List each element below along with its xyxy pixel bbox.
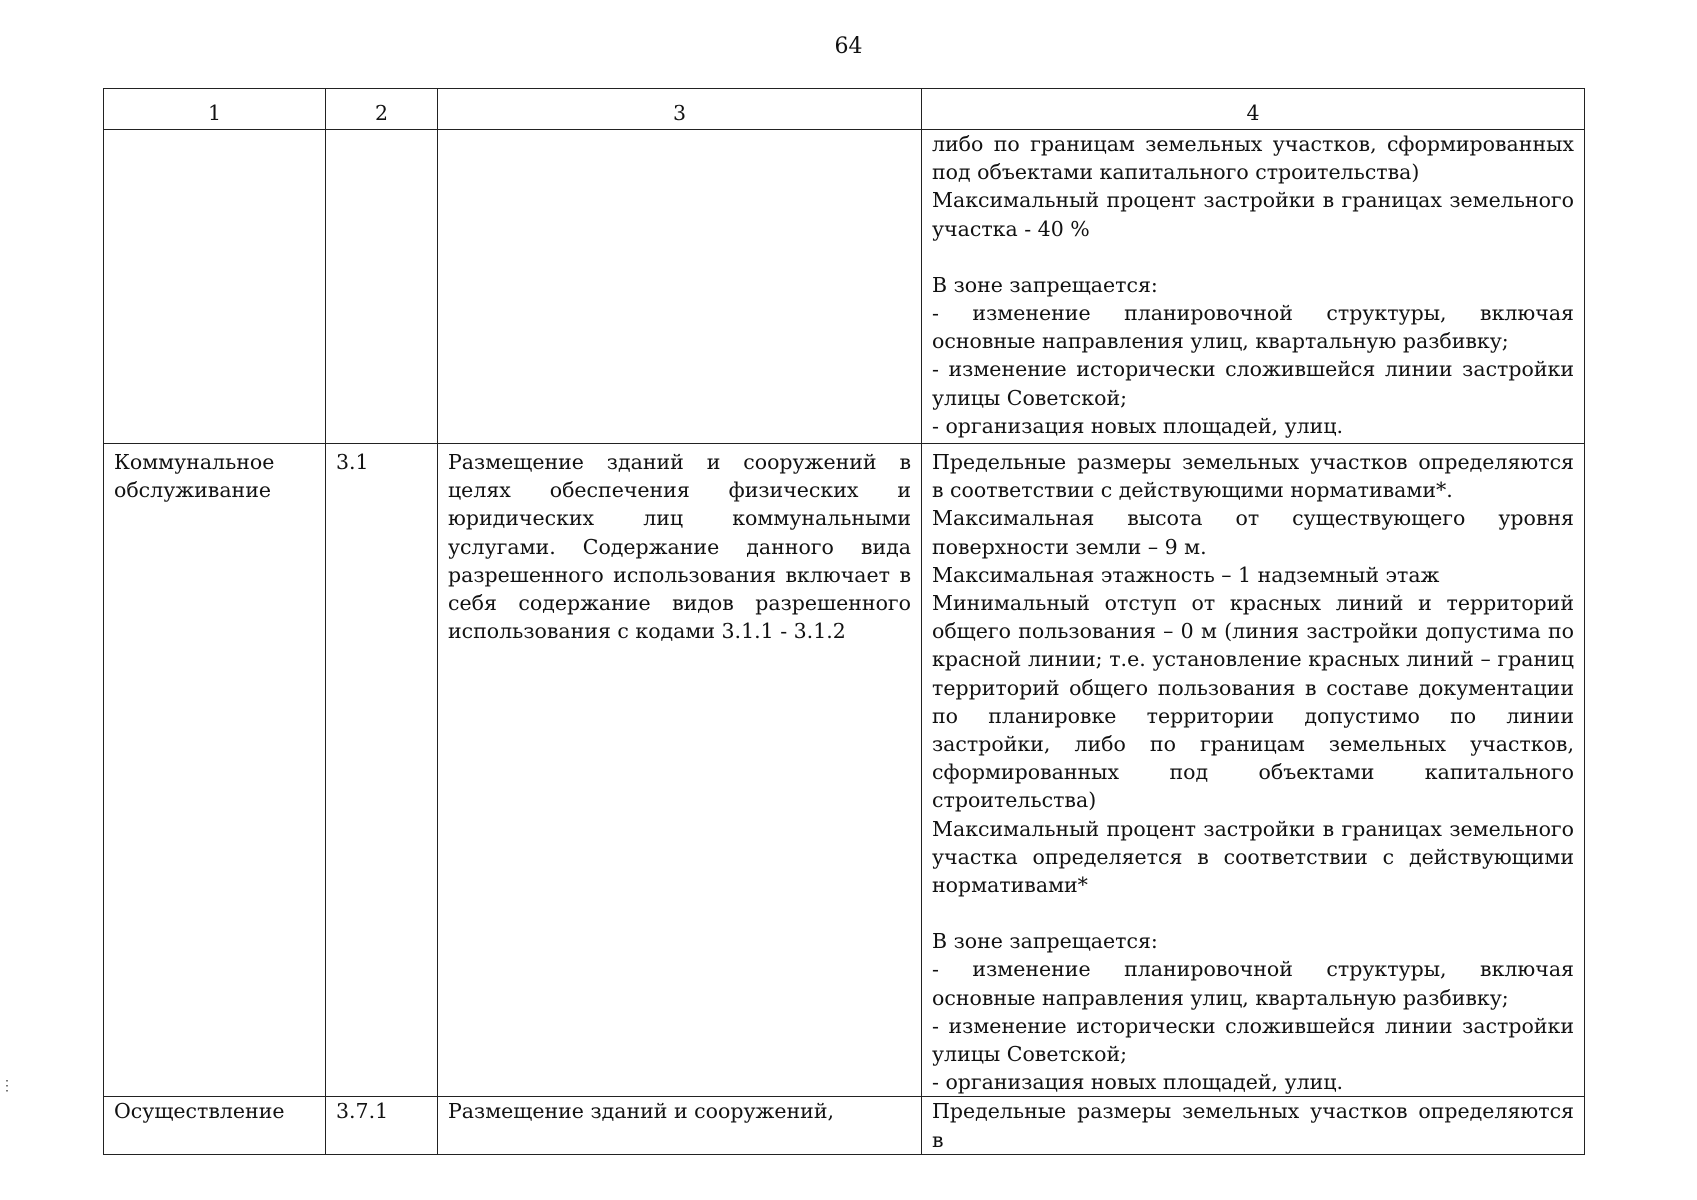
cell-paragraph: Максимальная этажность – 1 надземный этаж — [932, 562, 1440, 587]
margin-mark: ⋮ — [0, 1078, 14, 1094]
cell-paragraph: В зоне запрещается: — [932, 929, 1158, 954]
table-row — [104, 444, 1585, 1097]
cell-paragraph: Размещение зданий и сооружений в целях обеспечения физических и юридических лиц коммунальными услугами. Содержание данного вида разрешенного использования включает в себя содержание видов разрешенного использования с кодами 3.1.1 - 3.1.2 — [448, 450, 911, 644]
column-header-4: 4 — [922, 89, 1585, 130]
column-header-3: 3 — [438, 89, 922, 130]
cell-parameters — [922, 444, 1585, 1097]
cell-paragraph: - организация новых площадей, улиц. — [932, 413, 1344, 438]
cell-paragraph: - изменение планировочной структуры, включая основные направления улиц, квартальную разбивку; — [932, 957, 1574, 1010]
paragraph-gap — [932, 899, 1574, 927]
cell-paragraph: - изменение планировочной структуры, включая основные направления улиц, квартальную разбивку; — [932, 301, 1574, 354]
cell-paragraph: В зоне запрещается: — [932, 272, 1158, 297]
cell-paragraph: Предельные размеры земельных участков определяются в соответствии с действующими нормативами*. — [932, 450, 1574, 503]
cell-parameters — [922, 130, 1585, 444]
cell-paragraph: - изменение исторически сложившейся линии застройки улицы Советской; — [932, 357, 1574, 410]
cell-code: 3.7.1 — [326, 1097, 438, 1154]
paragraph-gap — [932, 243, 1574, 271]
page-number: 64 — [834, 34, 863, 59]
cell-code: 3.1 — [326, 444, 438, 1097]
zoning-table — [103, 88, 1585, 1155]
column-header-2: 2 — [326, 89, 438, 130]
cell-land-use-name — [104, 130, 326, 444]
cell-paragraph: Предельные размеры земельных участков определяются в — [932, 1099, 1574, 1152]
table-header-row — [104, 89, 1585, 130]
cell-paragraph: Максимальная высота от существующего уровня поверхности земли – 9 м. — [932, 506, 1574, 559]
table-row — [104, 1097, 1585, 1154]
cell-land-use-name: Осуществление — [104, 1097, 326, 1154]
cell-paragraph: Размещение зданий и сооружений, — [448, 1099, 834, 1124]
cell-paragraph: - организация новых площадей, улиц. — [932, 1070, 1344, 1095]
table-body — [104, 130, 1585, 1155]
cell-paragraph: либо по границам земельных участков, сформированных под объектами капитального строительства) — [932, 132, 1574, 185]
column-header-1: 1 — [104, 89, 326, 130]
cell-paragraph: Максимальный процент застройки в границах земельного участка определяется в соответствии с действующими нормативами* — [932, 816, 1574, 898]
cell-paragraph: Минимальный отступ от красных линий и территорий общего пользования – 0 м (линия застройки допустима по красной линии; т.е. установление красных линий – границ территорий общего пользования в составе документации по планировке территории допустимо по линии застройки, либо по границам земельных участков, сформированных под объектами капитального строительства) — [932, 591, 1574, 813]
cell-code — [326, 130, 438, 444]
cell-paragraph: Максимальный процент застройки в границах земельного участка - 40 % — [932, 188, 1574, 241]
cell-description — [438, 444, 922, 1097]
cell-land-use-name: Коммунальное обслуживание — [104, 444, 326, 1097]
cell-description — [438, 1097, 922, 1154]
cell-description — [438, 130, 922, 444]
table-row — [104, 130, 1585, 444]
cell-paragraph: - изменение исторически сложившейся линии застройки улицы Советской; — [932, 1013, 1574, 1067]
cell-parameters — [922, 1097, 1585, 1154]
